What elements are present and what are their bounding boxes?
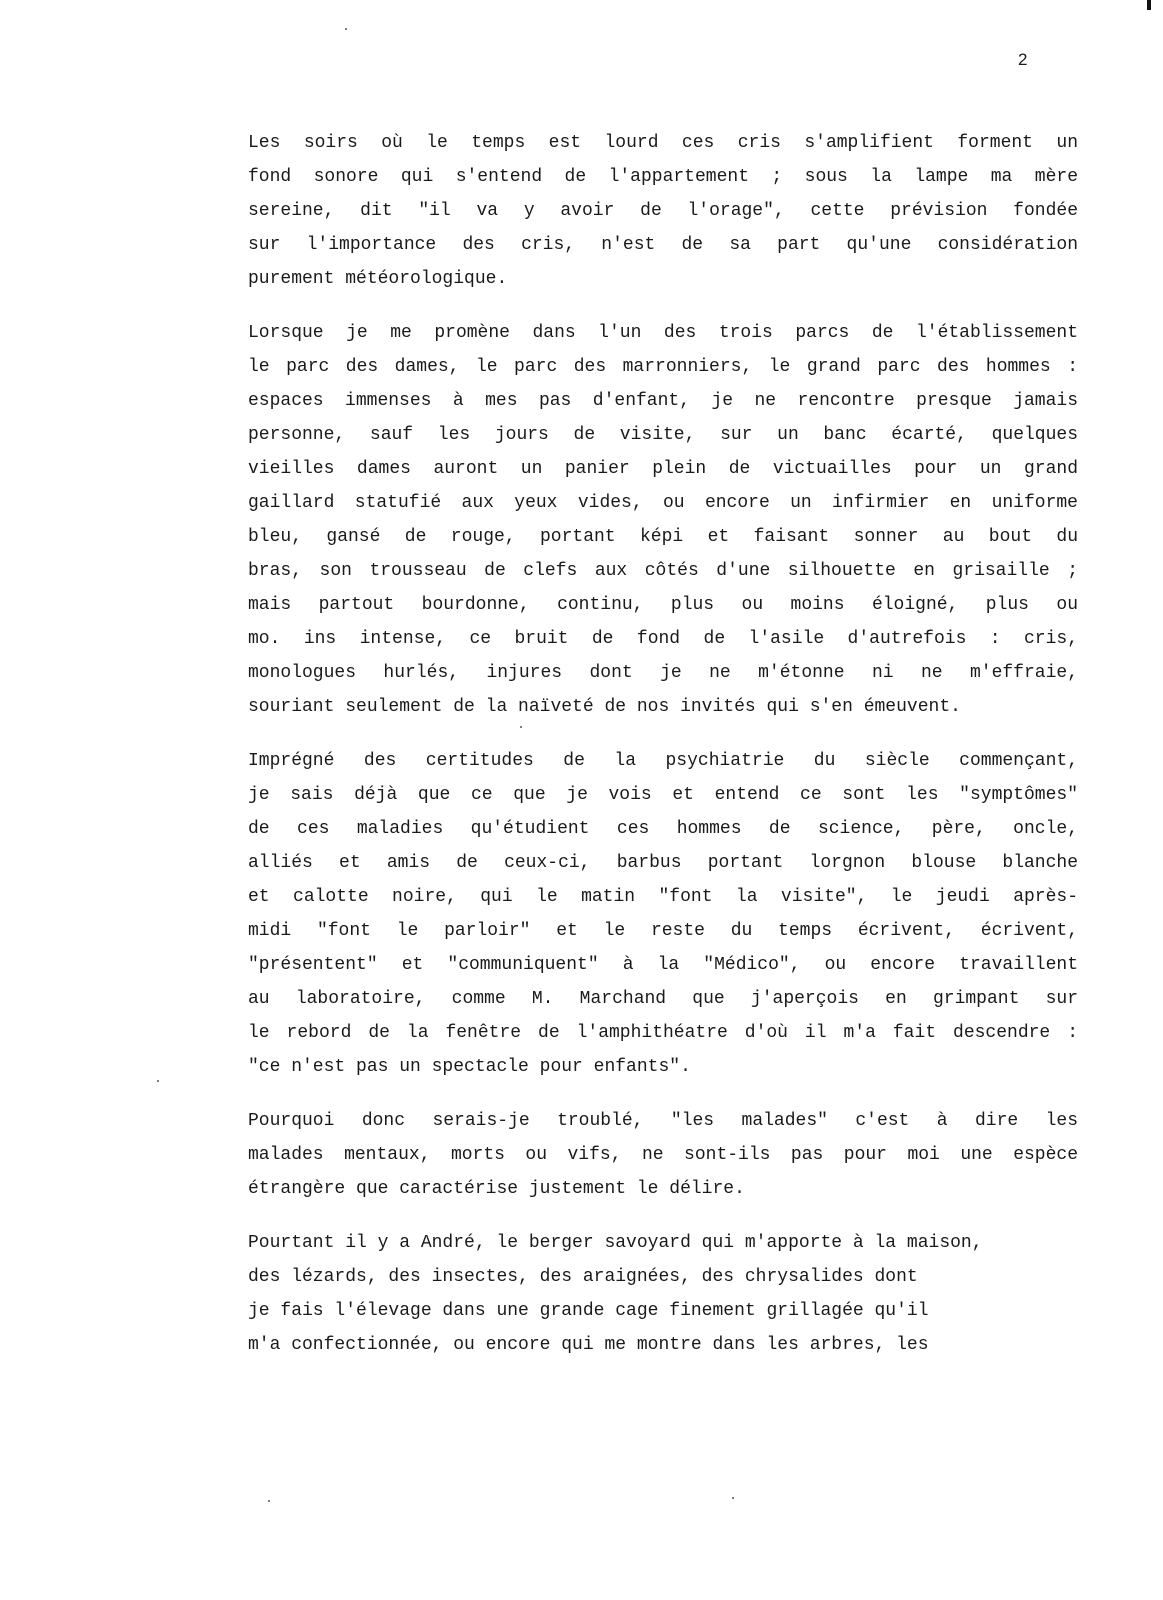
text-line: sereine, dit "il va y avoir de l'orage", cette prévision fondée xyxy=(248,201,1078,221)
text-line: mais partout bourdonne, continu, plus ou moins éloigné, plus ou xyxy=(248,595,1078,615)
text-line: et calotte noire, qui le matin "font la visite", le jeudi après- xyxy=(248,887,1078,907)
text-line: m'a confectionnée, ou encore qui me montre dans les arbres, les xyxy=(248,1335,929,1355)
paragraph-4 xyxy=(248,1104,1078,1206)
text-line: Lorsque je me promène dans l'un des trois parcs de l'établissement xyxy=(248,323,1078,343)
paragraph-3 xyxy=(248,744,1078,1084)
scan-speck xyxy=(520,726,522,728)
text-line: le parc des dames, le parc des marronniers, le grand parc des hommes : xyxy=(248,357,1078,377)
paragraph-1 xyxy=(248,126,1078,296)
text-line: espaces immenses à mes pas d'enfant, je ne rencontre presque jamais xyxy=(248,391,1078,411)
text-line: mo. ins intense, ce bruit de fond de l'asile d'autrefois : cris, xyxy=(248,629,1078,649)
text-line: malades mentaux, morts ou vifs, ne sont-ils pas pour moi une espèce xyxy=(248,1145,1078,1165)
paragraph-2 xyxy=(248,316,1078,724)
text-line: bleu, gansé de rouge, portant képi et faisant sonner au bout du xyxy=(248,527,1078,547)
text-line: "ce n'est pas un spectacle pour enfants". xyxy=(248,1057,691,1077)
text-line: fond sonore qui s'entend de l'appartement ; sous la lampe ma mère xyxy=(248,167,1078,187)
page-number: 2 xyxy=(1018,50,1028,69)
text-line: purement météorologique. xyxy=(248,269,508,289)
text-line: Pourtant il y a André, le berger savoyard qui m'apporte à la maison, xyxy=(248,1233,983,1253)
text-line: vieilles dames auront un panier plein de victuailles pour un grand xyxy=(248,459,1078,479)
text-line: je sais déjà que ce que je vois et entend ce sont les "symptômes" xyxy=(248,785,1078,805)
text-line: "présentent" et "communiquent" à la "Médico", ou encore travaillent xyxy=(248,955,1078,975)
scan-speck xyxy=(268,1500,270,1502)
scan-edge-mark xyxy=(1147,0,1151,10)
text-line: Les soirs où le temps est lourd ces cris s'amplifient forment un xyxy=(248,133,1078,153)
text-line: de ces maladies qu'étudient ces hommes de science, père, oncle, xyxy=(248,819,1078,839)
scan-speck xyxy=(157,1080,159,1082)
text-line: monologues hurlés, injures dont je ne m'étonne ni ne m'effraie, xyxy=(248,663,1078,683)
text-line: personne, sauf les jours de visite, sur un banc écarté, quelques xyxy=(248,425,1078,445)
body-text xyxy=(248,126,1078,1382)
paragraph-5 xyxy=(248,1226,1078,1362)
text-line: alliés et amis de ceux-ci, barbus portant lorgnon blouse blanche xyxy=(248,853,1078,873)
scan-speck xyxy=(732,1497,734,1499)
text-line: au laboratoire, comme M. Marchand que j'aperçois en grimpant sur xyxy=(248,989,1078,1009)
text-line: sur l'importance des cris, n'est de sa part qu'une considération xyxy=(248,235,1078,255)
text-line: midi "font le parloir" et le reste du temps écrivent, écrivent, xyxy=(248,921,1078,941)
scan-speck xyxy=(345,28,347,30)
text-line: je fais l'élevage dans une grande cage finement grillagée qu'il xyxy=(248,1301,929,1321)
text-line: bras, son trousseau de clefs aux côtés d'une silhouette en grisaille ; xyxy=(248,561,1078,581)
text-line: Pourquoi donc serais-je troublé, "les malades" c'est à dire les xyxy=(248,1111,1078,1131)
text-line: souriant seulement de la naïveté de nos invités qui s'en émeuvent. xyxy=(248,697,961,717)
text-line: Imprégné des certitudes de la psychiatrie du siècle commençant, xyxy=(248,751,1078,771)
text-line: gaillard statufié aux yeux vides, ou encore un infirmier en uniforme xyxy=(248,493,1078,513)
text-line: le rebord de la fenêtre de l'amphithéatre d'où il m'a fait descendre : xyxy=(248,1023,1078,1043)
text-line: étrangère que caractérise justement le délire. xyxy=(248,1179,745,1199)
text-line: des lézards, des insectes, des araignées, des chrysalides dont xyxy=(248,1267,918,1287)
